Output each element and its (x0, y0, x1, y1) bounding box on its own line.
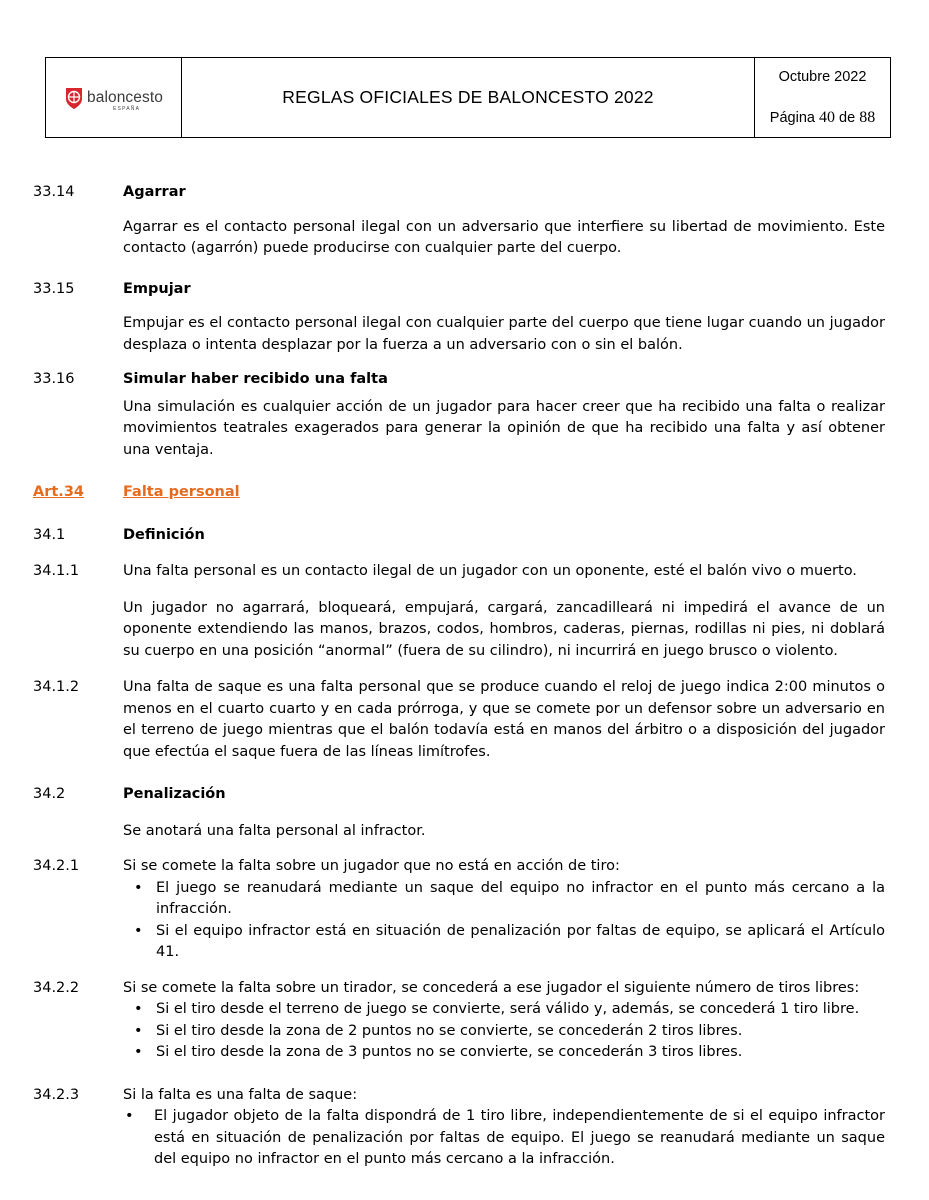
page-header (45, 57, 891, 138)
list-item: • Si el tiro desde el terreno de juego se convierte, será válido y, además, se concederá 1 tiro libre. (123, 999, 885, 1021)
section-number: 34.1 (33, 526, 66, 543)
paragraph: Si la falta es una falta de saque: (123, 1086, 358, 1103)
bullet-list (123, 878, 885, 964)
federation-logo (64, 86, 163, 110)
numbered-paragraph (33, 561, 885, 583)
paragraph: Una falta de saque es una falta personal que se produce cuando el reloj de juego indica 2:00 minutos o menos en el cuarto cuarto y en cada prórroga, y que se comete por un defensor sobre un adversario en el terreno de juego mientras que el balón todavía está en manos del árbitro o a disposición del jugador que efectúa el saque fuera de las líneas limítrofes. (123, 679, 885, 760)
section-number: 33.15 (33, 280, 75, 297)
section-number: 34.1.2 (33, 679, 80, 695)
section-number: 34.1.1 (33, 563, 80, 579)
list-item: • El juego se reanudará mediante un saque del equipo no infractor en el punto más cercano a la infracción. (123, 878, 885, 921)
document-body (33, 182, 885, 1171)
date-page-cell (755, 58, 890, 137)
numbered-paragraph (33, 1085, 885, 1171)
list-item: • El jugador objeto de la falta dispondrá de 1 tiro libre, independientemente de si el equipo infractor está en situación de penalización por faltas de equipo. El juego se reanudará mediante un saque del equipo no infractor en el punto más cercano a la infracción. (123, 1106, 885, 1171)
section-number: 34.2.1 (33, 858, 80, 874)
paragraph: Empujar es el contacto personal ilegal con cualquier parte del cuerpo que tiene lugar cuando un jugador desplaza o intenta desplazar por la fuerza a un adversario con o sin el balón. (123, 315, 885, 353)
bullet-icon: • (134, 922, 143, 939)
section-title: Empujar (123, 280, 191, 297)
section-number: 34.2 (33, 786, 66, 802)
list-item: • Si el equipo infractor está en situación de penalización por faltas de equipo, se aplicará el Artículo 41. (123, 921, 885, 964)
paragraph-block (123, 978, 885, 1064)
section-heading (33, 525, 885, 547)
logo-cell (46, 58, 182, 137)
bullet-icon: • (134, 879, 143, 896)
bullet-list (123, 1106, 885, 1171)
list-item: • Si el tiro desde la zona de 3 puntos no se convierte, se concederán 3 tiros libres. (123, 1042, 885, 1064)
article-heading (33, 482, 885, 504)
numbered-paragraph (33, 856, 885, 964)
section-title: Penalización (123, 786, 226, 802)
paragraph-block (123, 856, 885, 964)
paragraph: Agarrar es el contacto personal ilegal con un adversario que interfiere su libertad de movimiento. Este contacto (agarrón) puede producirse con cualquier parte del cuerpo. (123, 218, 885, 256)
section-title: Definición (123, 526, 205, 543)
bullet-list (123, 999, 885, 1064)
section-number: 34.2.2 (33, 979, 80, 996)
paragraph: Si se comete la falta sobre un tirador, se concederá a ese jugador el siguiente número de tiros libres: (123, 979, 860, 996)
paragraph: Se anotará una falta personal al infractor. (123, 822, 426, 839)
section-number: 33.14 (33, 184, 75, 200)
section-heading (33, 182, 885, 204)
bullet-icon: • (134, 1022, 143, 1039)
section-title: Agarrar (123, 184, 186, 200)
document-date: Octubre 2022 (778, 69, 867, 85)
section-heading (33, 784, 885, 806)
section-heading (33, 279, 885, 301)
bullet-icon: • (134, 1001, 143, 1017)
article-number: Art.34 (33, 484, 84, 500)
paragraph: Un jugador no agarrará, bloqueará, empujará, cargará, zancadilleará ni impedirá el avance de un oponente extendiendo las manos, brazos, codos, hombros, caderas, piernas, rodillas ni pies, ni doblará su cuerpo en una posición “anormal” (fuera de su cilindro), ni incurrirá en juego brusco o violento. (123, 599, 885, 659)
paragraph: Una simulación es cualquier acción de un jugador para hacer creer que ha recibido una falta o realizar movimientos teatrales exagerados para generar la opinión de que ha recibido una falta y así obtener una ventaja. (123, 398, 885, 458)
list-item: • Si el tiro desde la zona de 2 puntos no se convierte, se concederán 2 tiros libres. (123, 1021, 885, 1043)
section-number: 34.2.3 (33, 1086, 80, 1103)
page-indicator: Página 40 de 88 (769, 109, 876, 126)
section-heading (33, 369, 885, 391)
paragraph: Una falta personal es un contacto ilegal de un jugador con un oponente, esté el balón vivo o muerto. (123, 563, 857, 579)
section-title: Simular haber recibido una falta (123, 371, 388, 387)
logo-subtitle: ESPAÑA (113, 105, 141, 112)
logo-wordmark: baloncesto ESPAÑA (87, 88, 163, 112)
article-title: Falta personal (123, 484, 240, 500)
basketball-shield-icon (64, 86, 84, 110)
bullet-icon: • (134, 1044, 143, 1060)
numbered-paragraph (33, 677, 885, 763)
document-title: REGLAS OFICIALES DE BALONCESTO 2022 (182, 58, 755, 137)
paragraph-block (123, 1085, 885, 1171)
bullet-icon: • (125, 1108, 134, 1124)
paragraph: Si se comete la falta sobre un jugador que no está en acción de tiro: (123, 858, 620, 874)
numbered-paragraph (33, 978, 885, 1064)
section-number: 33.16 (33, 371, 75, 387)
